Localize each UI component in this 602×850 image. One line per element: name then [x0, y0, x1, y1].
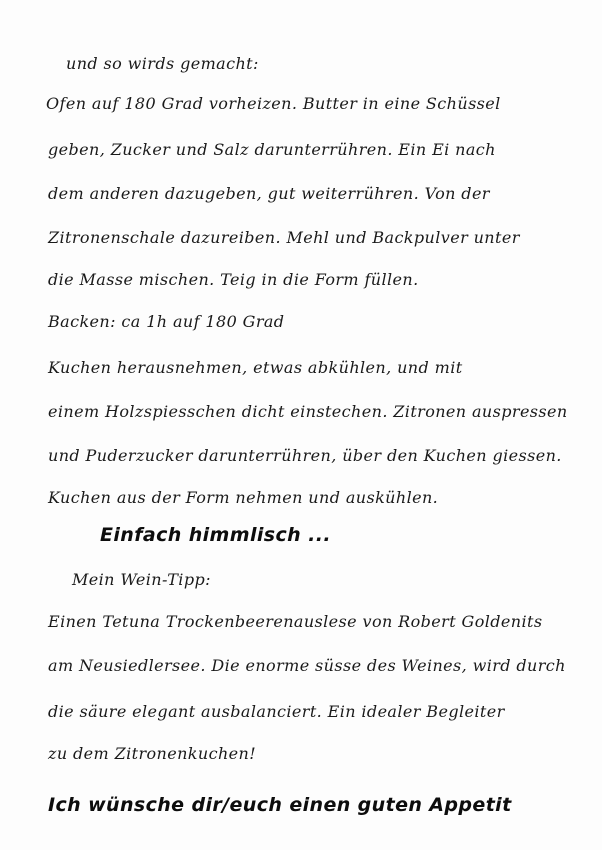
baking-instruction: Backen: ca 1h auf 180 Grad	[48, 312, 285, 331]
instruction-line: geben, Zucker und Salz darunterrühren. Ein Ei nach	[48, 140, 496, 159]
exclamation-heading: Einfach himmlisch ...	[100, 524, 331, 546]
instruction-line: Ofen auf 180 Grad vorheizen. Butter in eine Schüssel	[46, 94, 501, 113]
instruction-line: einem Holzspiesschen dicht einstechen. Zitronen auspressen	[48, 402, 568, 421]
instruction-line: Kuchen aus der Form nehmen und auskühlen.	[48, 488, 439, 507]
wine-tip-line: Einen Tetuna Trockenbeerenauslese von Robert Goldenits	[48, 612, 543, 631]
method-heading: und so wirds gemacht:	[66, 54, 259, 73]
instruction-line: Zitronenschale dazureiben. Mehl und Backpulver unter	[48, 228, 520, 247]
instruction-line: Kuchen herausnehmen, etwas abkühlen, und mit	[48, 358, 463, 377]
instruction-line: dem anderen dazugeben, gut weiterrühren. Von der	[48, 184, 490, 203]
wine-tip-line: zu dem Zitronenkuchen!	[48, 744, 257, 763]
instruction-line: und Puderzucker darunterrühren, über den Kuchen giessen.	[48, 446, 562, 465]
instruction-line: die Masse mischen. Teig in die Form füllen.	[48, 270, 419, 289]
wine-tip-line: am Neusiedlersee. Die enorme süsse des Weines, wird durch	[48, 656, 566, 675]
wine-tip-heading: Mein Wein-Tipp:	[72, 570, 211, 589]
wine-tip-line: die säure elegant ausbalanciert. Ein idealer Begleiter	[48, 702, 505, 721]
closing-wish: Ich wünsche dir/euch einen guten Appetit	[48, 794, 512, 816]
